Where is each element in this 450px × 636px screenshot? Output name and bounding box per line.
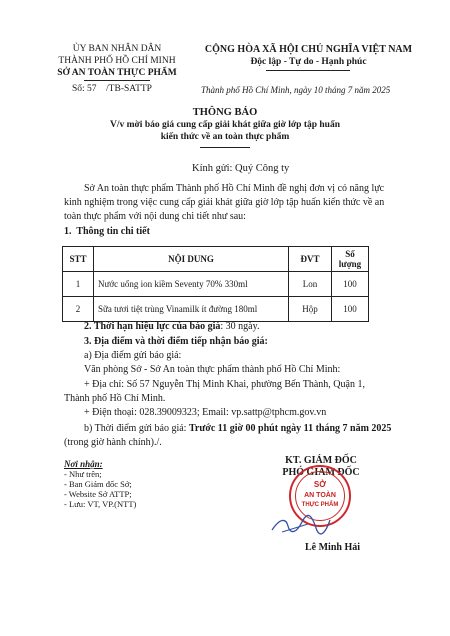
subject-line-1: V/v mời báo giá cung cấp giải khát giữa giờ lớp tập huấn — [110, 120, 340, 130]
address-line-1: + Địa chỉ: Số 57 Nguyễn Thị Minh Khai, phường Bến Thành, Quận 1, — [84, 379, 365, 390]
contact-info: + Điện thoại: 028.39009323; Email: vp.sattp@tphcm.gov.vn — [84, 407, 327, 418]
recipient-item: - Lưu: VT, VP.(NTT) — [64, 499, 137, 509]
national-motto: Độc lập - Tự do - Hạnh phúc — [250, 57, 367, 67]
intro-line-1: Sở An toàn thực phẩm Thành phố Hồ Chí Minh đề nghị đơn vị có năng lực — [84, 183, 385, 194]
item-a: a) Địa điểm gửi báo giá: — [84, 350, 182, 361]
row-stt: 2 — [63, 297, 94, 322]
subject-line-2: kiến thức về an toàn thực phẩm — [160, 132, 290, 142]
section-1-heading: 1. Thông tin chi tiết — [64, 226, 150, 237]
address-line-2: Thành phố Hồ Chí Minh. — [64, 393, 166, 404]
header-quantity-line-1: Số — [345, 249, 355, 259]
item-b — [64, 422, 414, 450]
seal-text-bottom: THỰC PHẨM — [301, 502, 339, 508]
place-date: Thành phố Hồ Chí Minh, ngày 10 tháng 7 năm 2025 — [201, 85, 391, 95]
motto-underline — [266, 70, 350, 71]
recipient-item: - Như trên; — [64, 469, 102, 479]
agency-line-2: THÀNH PHỐ HỒ CHÍ MINH — [58, 56, 176, 66]
handwritten-signature — [268, 514, 332, 536]
header-unit: ĐVT — [289, 247, 332, 272]
item-b-suffix: (trong giờ hành chính)./. — [64, 437, 162, 448]
row-quantity: 100 — [332, 272, 369, 297]
document-subject — [0, 119, 450, 143]
item-b-line-1 — [64, 422, 414, 436]
seal-text-middle: AN TOÀN — [304, 492, 336, 499]
row-content: Nước uống ion kiềm Seventy 70% 330ml — [94, 272, 289, 297]
document-number: Số: 57 /TB-SATTP — [72, 84, 152, 94]
agency-name: SỞ AN TOÀN THỰC PHẨM — [57, 68, 177, 78]
intro-paragraph — [64, 182, 414, 224]
recipients — [64, 459, 136, 509]
header-quantity — [332, 247, 369, 272]
recipient-item: - Ban Giám đốc Sở; — [64, 479, 132, 489]
signer-name: Lê Minh Hải — [305, 542, 361, 553]
row-content: Sữa tươi tiệt trùng Vinamilk ít đường 180ml — [94, 297, 289, 322]
agency-underline — [84, 80, 150, 81]
office-name: Văn phòng Sở - Sở An toàn thực phẩm thành phố Hồ Chí Minh: — [84, 364, 341, 375]
address-paragraph — [64, 378, 414, 406]
validity-label: 2. Thời hạn hiệu lực của báo giá — [84, 321, 221, 332]
row-stt: 1 — [63, 272, 94, 297]
header-content: NỘI DUNG — [94, 247, 289, 272]
item-b-prefix: b) Thời điểm gửi báo giá: — [84, 423, 189, 434]
national-header — [196, 43, 421, 69]
intro-line-2: kinh nghiệm trong việc cung cấp giải khát giữa giờ lớp tập huấn kiến thức về an — [64, 197, 385, 208]
table-row — [63, 272, 369, 297]
submission-deadline: Trước 11 giờ 00 phút ngày 11 tháng 7 năm 2025 — [188, 423, 392, 434]
signature-line-1: KT. GIÁM ĐỐC — [285, 455, 357, 466]
recipient-item: - Website Sở ATTP; — [64, 489, 132, 499]
validity-period — [84, 320, 259, 334]
national-title: CỘNG HÒA XÃ HỘI CHỦ NGHĨA VIỆT NAM — [204, 44, 413, 55]
agency-header — [42, 43, 192, 79]
table-row — [63, 297, 369, 322]
header-quantity-line-2: lượng — [338, 259, 362, 269]
detail-table — [62, 246, 369, 322]
greeting: Kính gửi: Quý Công ty — [192, 163, 290, 174]
validity-value: : 30 ngày. — [220, 321, 260, 332]
table-header-row — [63, 247, 369, 272]
seal-text-top: SỞ — [313, 480, 327, 489]
section-3-heading: 3. Địa điểm và thời điểm tiếp nhận báo giá: — [84, 336, 268, 347]
document-title: THÔNG BÁO — [192, 107, 258, 118]
agency-line-1: ỦY BAN NHÂN DÂN — [72, 44, 162, 54]
signature-line-2: PHÓ GIÁM ĐỐC — [282, 467, 360, 478]
title-underline — [200, 147, 250, 148]
row-unit: Lon — [289, 272, 332, 297]
row-quantity: 100 — [332, 297, 369, 322]
intro-line-3: toàn thực phẩm với nội dung chi tiết như sau: — [64, 211, 246, 222]
recipients-title: Nơi nhận: — [64, 459, 103, 469]
row-unit: Hộp — [289, 297, 332, 322]
header-stt: STT — [63, 247, 94, 272]
